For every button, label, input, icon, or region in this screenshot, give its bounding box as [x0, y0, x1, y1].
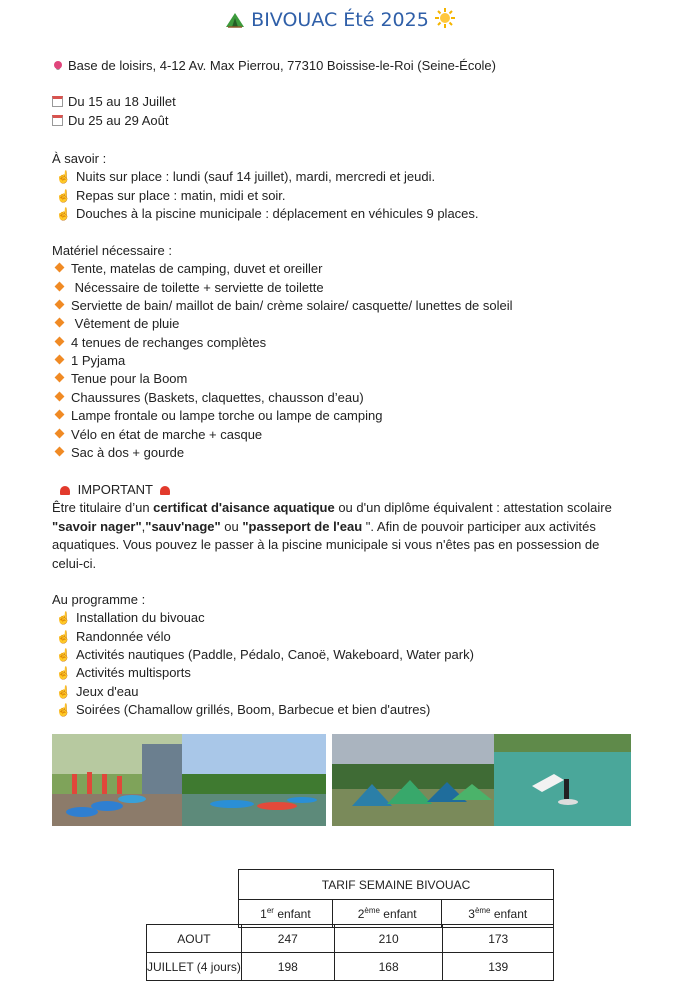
photo-camping	[332, 734, 494, 826]
programme-item: ☝ Soirées (Chamallow grillés, Boom, Barbecue et bien d'autres)	[56, 702, 431, 717]
pointing-hand-icon: ☝	[56, 611, 71, 625]
orange-diamond-icon	[55, 337, 65, 347]
materiel-item: Chaussures (Baskets, claquettes, chausson d’eau)	[52, 389, 364, 406]
pin-icon	[54, 61, 62, 69]
orange-diamond-icon	[55, 318, 65, 328]
pointing-hand-icon: ☝	[56, 630, 71, 644]
orange-diamond-icon	[55, 373, 65, 383]
tarif-title: TARIF SEMAINE BIVOUAC	[239, 870, 554, 900]
materiel-item: Tente, matelas de camping, duvet et oreiller	[52, 260, 322, 277]
programme-item: ☝ Installation du bivouac	[56, 610, 205, 625]
col-header: 2ème enfant	[332, 900, 442, 928]
a-savoir-item: ☝ Repas sur place : matin, midi et soir.	[56, 188, 286, 203]
important-heading: IMPORTANT	[56, 481, 174, 498]
col-header: 3ème enfant	[442, 900, 554, 928]
pointing-hand-icon: ☝	[56, 170, 71, 184]
materiel-item: Serviette de bain/ maillot de bain/ crème solaire/ casquette/ lunettes de soleil	[52, 297, 513, 314]
siren-icon	[160, 486, 170, 495]
page-title	[0, 8, 680, 33]
table-cell: 247	[241, 925, 334, 953]
photo-paddle	[52, 734, 182, 826]
table-cell: 168	[334, 953, 443, 981]
certificat-bold: certificat d'aisance aquatique	[153, 500, 335, 515]
materiel-item: Vêtement de pluie	[52, 315, 179, 332]
siren-icon	[60, 486, 70, 495]
materiel-item: Nécessaire de toilette + serviette de toilette	[52, 279, 324, 296]
date-text: Du 15 au 18 Juillet	[68, 94, 176, 109]
pointing-hand-icon: ☝	[56, 666, 71, 680]
materiel-item: 4 tenues de rechanges complètes	[52, 334, 266, 351]
photo-wakeboard	[494, 734, 631, 826]
table-cell: 173	[443, 925, 554, 953]
a-savoir-item: ☝ Nuits sur place : lundi (sauf 14 juillet), mardi, mercredi et jeudi.	[56, 169, 436, 184]
programme-item: ☝ Activités nautiques (Paddle, Pédalo, Canoë, Wakeboard, Water park)	[56, 647, 474, 662]
pointing-hand-icon: ☝	[56, 207, 71, 221]
pointing-hand-icon: ☝	[56, 648, 71, 662]
orange-diamond-icon	[55, 300, 65, 310]
important-paragraph: Être titulaire d’un certificat d'aisance aquatique ou d'un diplôme équivalent : attestation scolaire "savoir nager","sauv'nage" ou "passeport de l'eau ". Afin de pouvoir participer aux activités aquatiques. Vous pouvez le passer à la piscine municipale si vous n'êtes pas en possession de celui-ci.	[52, 500, 612, 571]
programme-item: ☝ Jeux d'eau	[56, 684, 139, 699]
calendar-icon	[52, 96, 63, 107]
orange-diamond-icon	[55, 410, 65, 420]
address-line	[52, 57, 496, 74]
orange-diamond-icon	[55, 429, 65, 439]
table-cell: 210	[334, 925, 443, 953]
materiel-item: Tenue pour la Boom	[52, 370, 187, 387]
materiel-item: 1 Pyjama	[52, 352, 125, 369]
date-text: Du 25 au 29 Août	[68, 113, 169, 128]
table-row	[147, 925, 554, 953]
materiel-item: Lampe frontale ou lampe torche ou lampe de camping	[52, 407, 382, 424]
tarif-header-table	[238, 869, 554, 928]
tarif-table	[146, 924, 554, 981]
orange-diamond-icon	[55, 392, 65, 402]
date-line	[52, 112, 168, 129]
orange-diamond-icon	[55, 447, 65, 457]
orange-diamond-icon	[55, 282, 65, 292]
orange-diamond-icon	[55, 263, 65, 273]
col-header: 1er enfant	[239, 900, 333, 928]
orange-diamond-icon	[55, 355, 65, 365]
a-savoir-heading: À savoir :	[52, 151, 107, 166]
pointing-hand-icon: ☝	[56, 685, 71, 699]
programme-item: ☝ Activités multisports	[56, 665, 191, 680]
programme-item: ☝ Randonnée vélo	[56, 629, 171, 644]
tent-icon	[225, 11, 245, 33]
title-text: BIVOUAC Été 2025	[251, 9, 429, 31]
photo-kayak	[182, 734, 326, 826]
materiel-item: Sac à dos + gourde	[52, 444, 184, 461]
table-cell: 139	[443, 953, 554, 981]
date-line	[52, 93, 176, 110]
a-savoir-item: ☝ Douches à la piscine municipale : déplacement en véhicules 9 places.	[56, 206, 479, 221]
address-text: Base de loisirs, 4-12 Av. Max Pierrou, 77310 Boissise-le-Roi (Seine-École)	[68, 58, 496, 73]
row-label: AOUT	[147, 925, 242, 953]
row-label: JUILLET (4 jours)	[147, 953, 242, 981]
pointing-hand-icon: ☝	[56, 703, 71, 717]
calendar-icon	[52, 115, 63, 126]
table-row	[147, 953, 554, 981]
materiel-item: Vélo en état de marche + casque	[52, 426, 262, 443]
materiel-heading: Matériel nécessaire :	[52, 243, 172, 258]
sun-icon	[435, 8, 455, 33]
programme-heading: Au programme :	[52, 592, 146, 607]
pointing-hand-icon: ☝	[56, 189, 71, 203]
table-cell: 198	[241, 953, 334, 981]
